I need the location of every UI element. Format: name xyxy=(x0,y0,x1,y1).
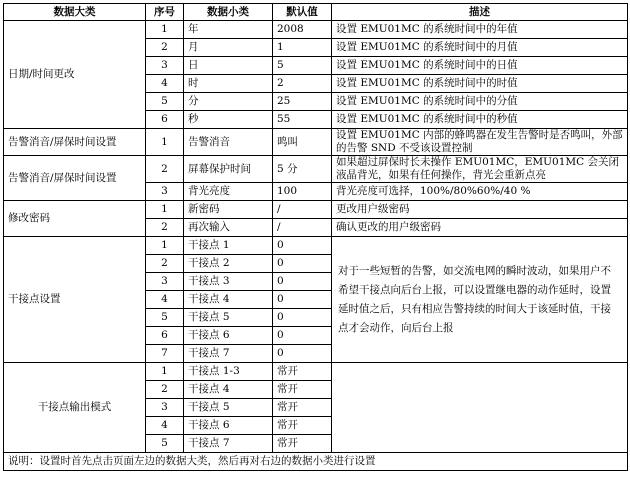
table-row xyxy=(4,201,628,219)
default-value: 55 xyxy=(273,111,332,129)
row-number: 3 xyxy=(146,273,184,291)
row-number: 1 xyxy=(146,21,184,39)
default-value: 2 xyxy=(273,75,332,93)
subcategory-cell[interactable]: 干接点 5 xyxy=(184,309,273,327)
subcategory-cell[interactable]: 干接点 3 xyxy=(184,273,273,291)
default-value: 0 xyxy=(273,273,332,291)
table-row xyxy=(4,129,628,156)
default-value: 5 分 xyxy=(273,156,332,183)
dry-contact-description-text: 对于一些短暂的告警，如交流电网的瞬时波动，如果用户不希望干接点向后台上报，可以设置继电器的动作延时，设置延时值之后，只有相应告警持续的时间大于该延时值，干接点才会动作，向后台上报 xyxy=(338,264,611,334)
dry-output-description xyxy=(332,363,628,453)
default-value: 1 xyxy=(273,39,332,57)
description-cell: 设置 EMU01MC 的系统时间中的秒值 xyxy=(332,111,628,129)
table-row xyxy=(4,363,628,381)
header-category: 数据大类 xyxy=(4,4,146,21)
subcategory-cell[interactable]: 干接点 4 xyxy=(184,381,273,399)
default-value: 0 xyxy=(273,327,332,345)
header-description: 描述 xyxy=(332,4,628,21)
row-number: 2 xyxy=(146,39,184,57)
row-number: 1 xyxy=(146,129,184,156)
category-password[interactable]: 修改密码 xyxy=(4,201,146,237)
row-number: 5 xyxy=(146,435,184,453)
row-number: 2 xyxy=(146,219,184,237)
default-value: 5 xyxy=(273,57,332,75)
default-value: 0 xyxy=(273,255,332,273)
description-cell: 背光亮度可选择，100%/80%60%/40 % xyxy=(332,183,628,201)
row-number: 2 xyxy=(146,381,184,399)
subcategory-cell[interactable]: 年 xyxy=(184,21,273,39)
description-cell: 设置 EMU01MC 的系统时间中的分值 xyxy=(332,93,628,111)
header-default: 默认值 xyxy=(273,4,332,21)
default-value: 2008 xyxy=(273,21,332,39)
default-value: 常开 xyxy=(273,363,332,381)
subcategory-cell[interactable]: 日 xyxy=(184,57,273,75)
row-number: 5 xyxy=(146,309,184,327)
default-value: 100 xyxy=(273,183,332,201)
subcategory-cell[interactable]: 时 xyxy=(184,75,273,93)
subcategory-cell[interactable]: 干接点 7 xyxy=(184,345,273,363)
table-note: 说明：设置时首先点击页面左边的数据大类，然后再对右边的数据小类进行设置 xyxy=(4,453,628,471)
default-value: 常开 xyxy=(273,435,332,453)
row-number: 1 xyxy=(146,237,184,255)
default-value: 0 xyxy=(273,291,332,309)
subcategory-cell[interactable]: 干接点 1 xyxy=(184,237,273,255)
subcategory-cell[interactable]: 新密码 xyxy=(184,201,273,219)
row-number: 5 xyxy=(146,93,184,111)
row-number: 4 xyxy=(146,75,184,93)
description-cell: 设置 EMU01MC 的系统时间中的时值 xyxy=(332,75,628,93)
header-subcategory: 数据小类 xyxy=(184,4,273,21)
row-number: 2 xyxy=(146,156,184,183)
subcategory-cell[interactable]: 干接点 6 xyxy=(184,417,273,435)
row-number: 3 xyxy=(146,57,184,75)
settings-table xyxy=(3,3,628,471)
note-row xyxy=(4,453,628,471)
row-number: 7 xyxy=(146,345,184,363)
default-value: 常开 xyxy=(273,381,332,399)
subcategory-cell[interactable]: 秒 xyxy=(184,111,273,129)
header-number: 序号 xyxy=(146,4,184,21)
header-row xyxy=(4,4,628,21)
row-number: 4 xyxy=(146,417,184,435)
description-cell: 设置 EMU01MC 内部的蜂鸣器在发生告警时是否鸣叫，外部的告警 SND 不受该设置控制 xyxy=(332,129,628,156)
default-value: 25 xyxy=(273,93,332,111)
row-number: 1 xyxy=(146,201,184,219)
subcategory-cell[interactable]: 干接点 4 xyxy=(184,291,273,309)
subcategory-cell[interactable]: 屏幕保护时间 xyxy=(184,156,273,183)
subcategory-cell[interactable]: 干接点 6 xyxy=(184,327,273,345)
table-row xyxy=(4,21,628,39)
subcategory-cell[interactable]: 月 xyxy=(184,39,273,57)
default-value: 鸣叫 xyxy=(273,129,332,156)
description-cell: 更改用户级密码 xyxy=(332,201,628,219)
row-number: 1 xyxy=(146,363,184,381)
category-screensaver[interactable]: 告警消音/屏保时间设置 xyxy=(4,156,146,201)
subcategory-cell[interactable]: 分 xyxy=(184,93,273,111)
default-value: / xyxy=(273,219,332,237)
default-value: / xyxy=(273,201,332,219)
default-value: 0 xyxy=(273,309,332,327)
default-value: 常开 xyxy=(273,417,332,435)
subcategory-cell[interactable]: 干接点 1-3 xyxy=(184,363,273,381)
description-cell: 确认更改的用户级密码 xyxy=(332,219,628,237)
default-value: 0 xyxy=(273,237,332,255)
description-cell: 如果超过屏保时长未操作 EMU01MC，EMU01MC 会关闭液晶背光，如果有任何操作，背光会重新点亮 xyxy=(332,156,628,183)
dry-contact-description xyxy=(332,237,628,363)
description-cell: 设置 EMU01MC 的系统时间中的日值 xyxy=(332,57,628,75)
row-number: 2 xyxy=(146,255,184,273)
row-number: 6 xyxy=(146,111,184,129)
category-datetime[interactable]: 日期/时间更改 xyxy=(4,21,146,129)
table-row xyxy=(4,156,628,183)
row-number: 3 xyxy=(146,183,184,201)
table-row xyxy=(4,237,628,255)
subcategory-cell[interactable]: 再次输入 xyxy=(184,219,273,237)
subcategory-cell[interactable]: 告警消音 xyxy=(184,129,273,156)
category-dry-contact[interactable]: 干接点设置 xyxy=(4,237,146,363)
category-dry-output[interactable]: 干接点输出模式 xyxy=(4,363,146,453)
row-number: 3 xyxy=(146,399,184,417)
default-value: 0 xyxy=(273,345,332,363)
subcategory-cell[interactable]: 干接点 7 xyxy=(184,435,273,453)
row-number: 6 xyxy=(146,327,184,345)
description-cell: 设置 EMU01MC 的系统时间中的年值 xyxy=(332,21,628,39)
category-alarm-mute[interactable]: 告警消音/屏保时间设置 xyxy=(4,129,146,156)
subcategory-cell[interactable]: 干接点 5 xyxy=(184,399,273,417)
default-value: 常开 xyxy=(273,399,332,417)
description-cell: 设置 EMU01MC 的系统时间中的月值 xyxy=(332,39,628,57)
subcategory-cell[interactable]: 干接点 2 xyxy=(184,255,273,273)
row-number: 4 xyxy=(146,291,184,309)
subcategory-cell[interactable]: 背光亮度 xyxy=(184,183,273,201)
